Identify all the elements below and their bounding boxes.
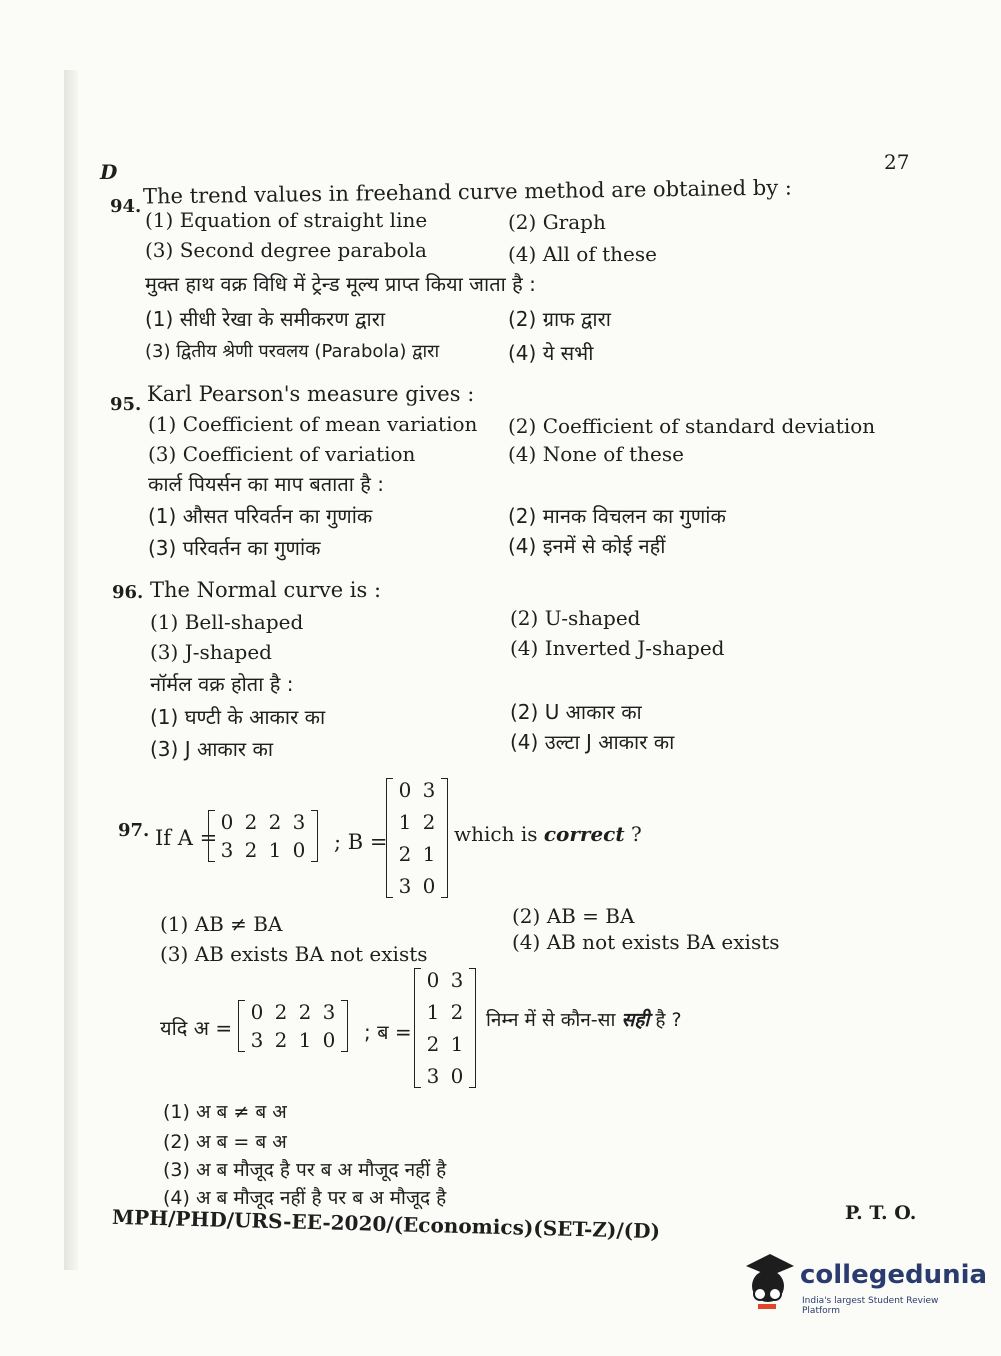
matrix-cell: 3 (292, 810, 306, 834)
paper-code: MPH/PHD/URS-EE-2020/(Economics)(SET-Z)/(D) (111, 1204, 661, 1244)
option-hi: (3) J आकार का (150, 737, 274, 761)
matrix-cell: 1 (422, 842, 436, 866)
question-mark-hi: है ? (655, 1009, 682, 1031)
matrix-cell: 2 (422, 810, 436, 834)
question-number: 97. (118, 820, 150, 841)
matrix-a-label: If A = (155, 826, 218, 850)
option-en: (4) AB not exists BA exists (512, 930, 780, 954)
option-en: (2) U-shaped (510, 606, 641, 630)
option-en: (2) AB = BA (512, 904, 635, 928)
question-text-hi (486, 1006, 682, 1032)
question-emphasis: correct (543, 822, 625, 846)
matrix-cell: 2 (298, 1000, 312, 1024)
matrix-a-hi (238, 1000, 348, 1052)
option-en: (3) AB exists BA not exists (160, 942, 428, 966)
matrix-cell: 3 (422, 778, 436, 802)
matrix-cell: 0 (450, 1064, 464, 1088)
question-text-hi: कार्ल पियर्सन का माप बताता है : (148, 472, 384, 496)
page-number: 27 (884, 150, 910, 174)
matrix-cell: 1 (398, 810, 412, 834)
matrix-cell: 2 (450, 1000, 464, 1024)
matrix-cell: 3 (250, 1028, 264, 1052)
option-hi: (1) अ ब ≠ ब अ (163, 1101, 287, 1123)
matrix-b-hi (414, 968, 476, 1088)
option-en: (3) Second degree parabola (145, 238, 427, 262)
option-en: (3) J-shaped (150, 640, 272, 664)
matrix-cell: 0 (322, 1028, 336, 1052)
question-text-en: The Normal curve is : (150, 578, 382, 602)
option-en: (2) Graph (508, 210, 606, 234)
question-text-en: The trend values in freehand curve method are obtained by : (142, 175, 793, 209)
matrix-cell: 0 (426, 968, 440, 992)
matrix-b-label-hi: ; ब = (364, 1020, 412, 1044)
option-hi: (3) अ ब मौजूद है पर ब अ मौजूद नहीं है (163, 1159, 447, 1181)
matrix-cell: 0 (250, 1000, 264, 1024)
option-hi: (1) सीधी रेखा के समीकरण द्वारा (145, 307, 386, 331)
option-en: (1) Coefficient of mean variation (148, 412, 478, 436)
option-hi: (2) ग्राफ द्वारा (508, 307, 611, 331)
option-hi: (1) औसत परिवर्तन का गुणांक (148, 504, 373, 528)
page-turn-over: P. T. O. (845, 1202, 917, 1224)
matrix-cell: 2 (268, 810, 282, 834)
option-hi: (4) उल्टा J आकार का (510, 730, 675, 754)
option-hi: (4) इनमें से कोई नहीं (508, 534, 666, 558)
matrix-cell: 0 (398, 778, 412, 802)
option-en: (2) Coefficient of standard deviation (508, 414, 876, 438)
matrix-cell: 3 (426, 1064, 440, 1088)
logo-wordmark: collegedunia (800, 1260, 988, 1290)
question-number: 95. (110, 394, 142, 415)
option-en: (3) Coefficient of variation (148, 442, 416, 466)
matrix-cell: 0 (220, 810, 234, 834)
matrix-cell: 0 (292, 838, 306, 862)
collegedunia-logo (740, 1250, 988, 1320)
matrix-cell: 1 (298, 1028, 312, 1052)
matrix-cell: 1 (450, 1032, 464, 1056)
option-hi: (2) U आकार का (510, 700, 642, 724)
option-en: (1) Equation of straight line (145, 208, 428, 232)
option-en: (4) All of these (508, 242, 657, 266)
question-suffix-hi: निम्न में से कौन-सा (486, 1009, 616, 1031)
set-letter: D (100, 160, 118, 184)
option-hi: (3) परिवर्तन का गुणांक (148, 536, 321, 560)
mascot-icon (740, 1250, 796, 1312)
option-en: (1) AB ≠ BA (160, 912, 283, 936)
matrix-cell: 1 (426, 1000, 440, 1024)
matrix-cell: 2 (398, 842, 412, 866)
matrix-cell: 3 (398, 874, 412, 898)
matrix-cell: 2 (274, 1000, 288, 1024)
question-number: 94. (110, 196, 142, 217)
matrix-cell: 0 (422, 874, 436, 898)
matrix-cell: 1 (268, 838, 282, 862)
option-hi: (3) द्वितीय श्रेणी परवलय (Parabola) द्वारा (145, 341, 440, 362)
question-text-hi: मुक्त हाथ वक्र विधि में ट्रेन्ड मूल्य प्राप्त किया जाता है : (145, 272, 536, 296)
matrix-cell: 2 (244, 810, 258, 834)
matrix-cell: 2 (244, 838, 258, 862)
page-edge-shadow (64, 70, 78, 1270)
option-hi: (1) घण्टी के आकार का (150, 705, 326, 729)
matrix-a-label-hi: यदि अ = (160, 1016, 233, 1040)
option-hi: (2) मानक विचलन का गुणांक (508, 504, 726, 528)
question-mark: ? (630, 822, 642, 846)
question-number: 96. (112, 582, 144, 603)
question-text-en (454, 822, 642, 846)
option-en: (1) Bell-shaped (150, 610, 304, 634)
matrix-a (208, 810, 318, 862)
question-emphasis-hi: सही (621, 1009, 650, 1031)
question-text-en: Karl Pearson's measure gives : (147, 382, 475, 406)
matrix-cell: 2 (426, 1032, 440, 1056)
matrix-b-label: ; B = (334, 830, 388, 854)
question-suffix: which is (454, 822, 538, 846)
option-hi: (4) अ ब मौजूद नहीं है पर ब अ मौजूद है (163, 1187, 447, 1209)
matrix-b (386, 778, 448, 898)
matrix-cell: 3 (450, 968, 464, 992)
matrix-cell: 3 (322, 1000, 336, 1024)
logo-tagline: India's largest Student Review Platform (802, 1296, 939, 1316)
option-hi: (4) ये सभी (508, 341, 594, 365)
option-en: (4) Inverted J-shaped (510, 636, 725, 660)
matrix-cell: 2 (274, 1028, 288, 1052)
question-text-hi: नॉर्मल वक्र होता है : (150, 672, 294, 696)
option-en: (4) None of these (508, 442, 684, 466)
option-hi: (2) अ ब = ब अ (163, 1131, 287, 1153)
matrix-cell: 3 (220, 838, 234, 862)
